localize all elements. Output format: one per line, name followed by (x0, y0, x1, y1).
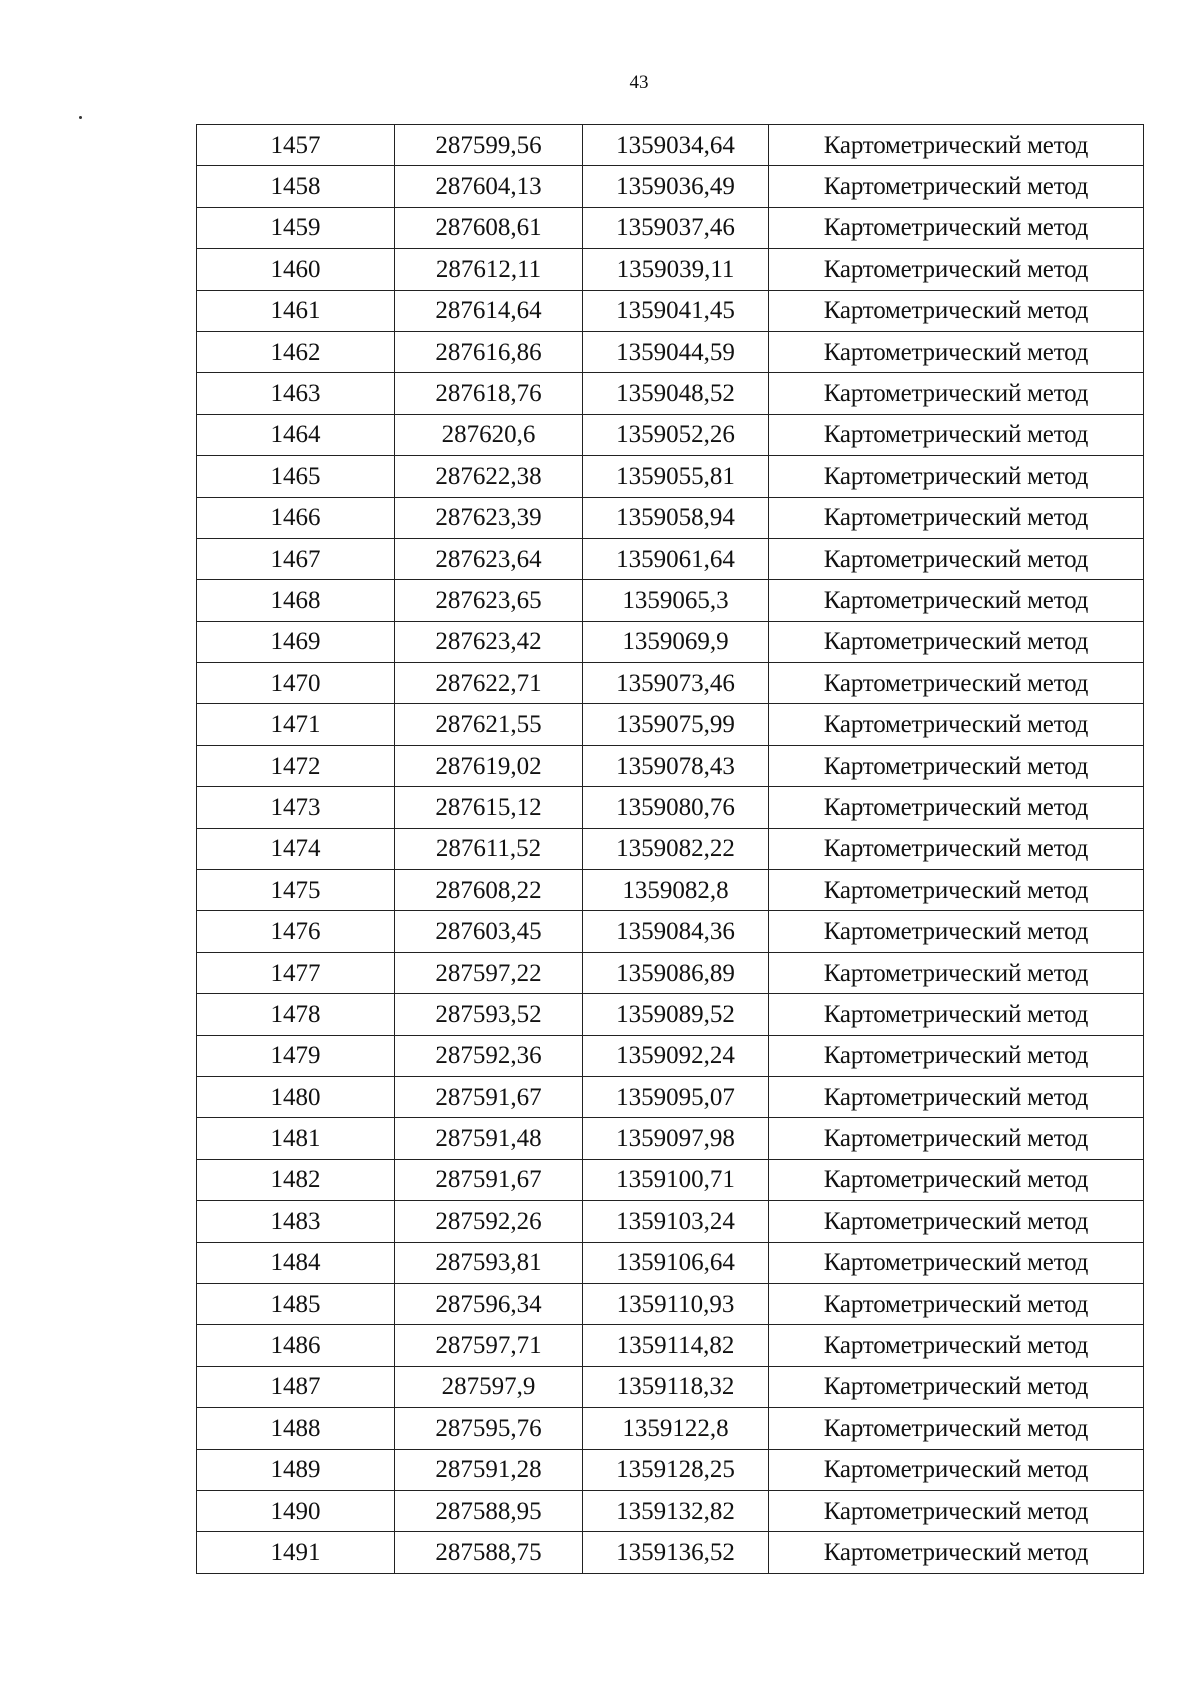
point-number-cell: 1470 (197, 663, 395, 704)
point-number-cell: 1474 (197, 828, 395, 869)
method-cell: Картометрический метод (769, 497, 1144, 538)
y-coordinate-cell: 1359103,24 (583, 1201, 769, 1242)
x-coordinate-cell: 287604,13 (395, 166, 583, 207)
point-number-cell: 1466 (197, 497, 395, 538)
y-coordinate-cell: 1359128,25 (583, 1449, 769, 1490)
x-coordinate-cell: 287619,02 (395, 745, 583, 786)
method-cell: Картометрический метод (769, 373, 1144, 414)
x-coordinate-cell: 287622,71 (395, 663, 583, 704)
x-coordinate-cell: 287591,67 (395, 1159, 583, 1200)
y-coordinate-cell: 1359082,22 (583, 828, 769, 869)
table-row (197, 538, 1144, 579)
x-coordinate-cell: 287623,39 (395, 497, 583, 538)
page-number: 43 (629, 72, 649, 93)
method-cell: Картометрический метод (769, 1449, 1144, 1490)
point-number-cell: 1487 (197, 1366, 395, 1407)
y-coordinate-cell: 1359100,71 (583, 1159, 769, 1200)
point-number-cell: 1465 (197, 456, 395, 497)
table-row (197, 414, 1144, 455)
y-coordinate-cell: 1359078,43 (583, 745, 769, 786)
x-coordinate-cell: 287621,55 (395, 704, 583, 745)
point-number-cell: 1481 (197, 1118, 395, 1159)
method-cell: Картометрический метод (769, 911, 1144, 952)
method-cell: Картометрический метод (769, 331, 1144, 372)
method-cell: Картометрический метод (769, 1532, 1144, 1573)
table-row (197, 373, 1144, 414)
coordinates-table (196, 124, 1144, 1574)
point-number-cell: 1464 (197, 414, 395, 455)
method-cell: Картометрический метод (769, 787, 1144, 828)
table-row (197, 456, 1144, 497)
point-number-cell: 1459 (197, 207, 395, 248)
point-number-cell: 1491 (197, 1532, 395, 1573)
point-number-cell: 1463 (197, 373, 395, 414)
y-coordinate-cell: 1359097,98 (583, 1118, 769, 1159)
method-cell: Картометрический метод (769, 1490, 1144, 1531)
y-coordinate-cell: 1359069,9 (583, 621, 769, 662)
table-row (197, 1366, 1144, 1407)
table-row (197, 1159, 1144, 1200)
point-number-cell: 1472 (197, 745, 395, 786)
point-number-cell: 1467 (197, 538, 395, 579)
point-number-cell: 1479 (197, 1035, 395, 1076)
method-cell: Картометрический метод (769, 538, 1144, 579)
table-row (197, 249, 1144, 290)
method-cell: Картометрический метод (769, 1366, 1144, 1407)
point-number-cell: 1476 (197, 911, 395, 952)
point-number-cell: 1483 (197, 1201, 395, 1242)
table-row (197, 621, 1144, 662)
y-coordinate-cell: 1359073,46 (583, 663, 769, 704)
x-coordinate-cell: 287622,38 (395, 456, 583, 497)
table-row (197, 1490, 1144, 1531)
y-coordinate-cell: 1359122,8 (583, 1408, 769, 1449)
method-cell: Картометрический метод (769, 1201, 1144, 1242)
method-cell: Картометрический метод (769, 456, 1144, 497)
method-cell: Картометрический метод (769, 207, 1144, 248)
method-cell: Картометрический метод (769, 663, 1144, 704)
x-coordinate-cell: 287588,95 (395, 1490, 583, 1531)
table-row (197, 290, 1144, 331)
point-number-cell: 1490 (197, 1490, 395, 1531)
x-coordinate-cell: 287597,22 (395, 952, 583, 993)
x-coordinate-cell: 287608,22 (395, 870, 583, 911)
method-cell: Картометрический метод (769, 580, 1144, 621)
method-cell: Картометрический метод (769, 994, 1144, 1035)
method-cell: Картометрический метод (769, 828, 1144, 869)
x-coordinate-cell: 287614,64 (395, 290, 583, 331)
y-coordinate-cell: 1359041,45 (583, 290, 769, 331)
x-coordinate-cell: 287595,76 (395, 1408, 583, 1449)
y-coordinate-cell: 1359082,8 (583, 870, 769, 911)
y-coordinate-cell: 1359136,52 (583, 1532, 769, 1573)
table-row (197, 704, 1144, 745)
x-coordinate-cell: 287591,28 (395, 1449, 583, 1490)
y-coordinate-cell: 1359036,49 (583, 166, 769, 207)
y-coordinate-cell: 1359092,24 (583, 1035, 769, 1076)
method-cell: Картометрический метод (769, 1325, 1144, 1366)
table-row (197, 497, 1144, 538)
y-coordinate-cell: 1359034,64 (583, 125, 769, 166)
table-row (197, 870, 1144, 911)
method-cell: Картометрический метод (769, 1242, 1144, 1283)
x-coordinate-cell: 287623,65 (395, 580, 583, 621)
x-coordinate-cell: 287596,34 (395, 1283, 583, 1324)
method-cell: Картометрический метод (769, 414, 1144, 455)
y-coordinate-cell: 1359048,52 (583, 373, 769, 414)
x-coordinate-cell: 287593,81 (395, 1242, 583, 1283)
point-number-cell: 1485 (197, 1283, 395, 1324)
x-coordinate-cell: 287591,48 (395, 1118, 583, 1159)
point-number-cell: 1486 (197, 1325, 395, 1366)
table-row (197, 745, 1144, 786)
x-coordinate-cell: 287597,9 (395, 1366, 583, 1407)
x-coordinate-cell: 287611,52 (395, 828, 583, 869)
point-number-cell: 1473 (197, 787, 395, 828)
y-coordinate-cell: 1359095,07 (583, 1076, 769, 1117)
x-coordinate-cell: 287603,45 (395, 911, 583, 952)
y-coordinate-cell: 1359110,93 (583, 1283, 769, 1324)
method-cell: Картометрический метод (769, 1076, 1144, 1117)
y-coordinate-cell: 1359106,64 (583, 1242, 769, 1283)
method-cell: Картометрический метод (769, 290, 1144, 331)
table-row (197, 1532, 1144, 1573)
y-coordinate-cell: 1359118,32 (583, 1366, 769, 1407)
point-number-cell: 1458 (197, 166, 395, 207)
y-coordinate-cell: 1359044,59 (583, 331, 769, 372)
x-coordinate-cell: 287592,36 (395, 1035, 583, 1076)
x-coordinate-cell: 287592,26 (395, 1201, 583, 1242)
method-cell: Картометрический метод (769, 621, 1144, 662)
table-row (197, 207, 1144, 248)
x-coordinate-cell: 287620,6 (395, 414, 583, 455)
coordinates-table-body (197, 125, 1144, 1574)
table-row (197, 952, 1144, 993)
point-number-cell: 1461 (197, 290, 395, 331)
table-row (197, 663, 1144, 704)
y-coordinate-cell: 1359052,26 (583, 414, 769, 455)
point-number-cell: 1457 (197, 125, 395, 166)
y-coordinate-cell: 1359058,94 (583, 497, 769, 538)
point-number-cell: 1471 (197, 704, 395, 745)
method-cell: Картометрический метод (769, 1035, 1144, 1076)
x-coordinate-cell: 287623,64 (395, 538, 583, 579)
point-number-cell: 1469 (197, 621, 395, 662)
y-coordinate-cell: 1359055,81 (583, 456, 769, 497)
x-coordinate-cell: 287616,86 (395, 331, 583, 372)
y-coordinate-cell: 1359037,46 (583, 207, 769, 248)
method-cell: Картометрический метод (769, 745, 1144, 786)
point-number-cell: 1475 (197, 870, 395, 911)
table-row (197, 1408, 1144, 1449)
y-coordinate-cell: 1359132,82 (583, 1490, 769, 1531)
x-coordinate-cell: 287593,52 (395, 994, 583, 1035)
y-coordinate-cell: 1359084,36 (583, 911, 769, 952)
x-coordinate-cell: 287597,71 (395, 1325, 583, 1366)
x-coordinate-cell: 287591,67 (395, 1076, 583, 1117)
x-coordinate-cell: 287623,42 (395, 621, 583, 662)
table-row (197, 580, 1144, 621)
table-row (197, 125, 1144, 166)
point-number-cell: 1489 (197, 1449, 395, 1490)
point-number-cell: 1460 (197, 249, 395, 290)
table-row (197, 1118, 1144, 1159)
x-coordinate-cell: 287588,75 (395, 1532, 583, 1573)
table-row (197, 787, 1144, 828)
method-cell: Картометрический метод (769, 1283, 1144, 1324)
y-coordinate-cell: 1359075,99 (583, 704, 769, 745)
x-coordinate-cell: 287599,56 (395, 125, 583, 166)
table-row (197, 828, 1144, 869)
table-row (197, 1076, 1144, 1117)
table-row (197, 1201, 1144, 1242)
y-coordinate-cell: 1359089,52 (583, 994, 769, 1035)
point-number-cell: 1478 (197, 994, 395, 1035)
point-number-cell: 1480 (197, 1076, 395, 1117)
table-row (197, 1283, 1144, 1324)
y-coordinate-cell: 1359086,89 (583, 952, 769, 993)
x-coordinate-cell: 287608,61 (395, 207, 583, 248)
x-coordinate-cell: 287615,12 (395, 787, 583, 828)
method-cell: Картометрический метод (769, 870, 1144, 911)
method-cell: Картометрический метод (769, 125, 1144, 166)
x-coordinate-cell: 287612,11 (395, 249, 583, 290)
point-number-cell: 1488 (197, 1408, 395, 1449)
table-row (197, 1242, 1144, 1283)
method-cell: Картометрический метод (769, 249, 1144, 290)
point-number-cell: 1484 (197, 1242, 395, 1283)
scan-speck (79, 116, 82, 119)
method-cell: Картометрический метод (769, 1408, 1144, 1449)
table-row (197, 911, 1144, 952)
y-coordinate-cell: 1359039,11 (583, 249, 769, 290)
method-cell: Картометрический метод (769, 1159, 1144, 1200)
table-row (197, 994, 1144, 1035)
method-cell: Картометрический метод (769, 1118, 1144, 1159)
table-row (197, 1449, 1144, 1490)
method-cell: Картометрический метод (769, 952, 1144, 993)
y-coordinate-cell: 1359065,3 (583, 580, 769, 621)
table-row (197, 1035, 1144, 1076)
point-number-cell: 1482 (197, 1159, 395, 1200)
table-row (197, 166, 1144, 207)
method-cell: Картометрический метод (769, 704, 1144, 745)
table-row (197, 331, 1144, 372)
point-number-cell: 1468 (197, 580, 395, 621)
x-coordinate-cell: 287618,76 (395, 373, 583, 414)
method-cell: Картометрический метод (769, 166, 1144, 207)
table-row (197, 1325, 1144, 1366)
point-number-cell: 1477 (197, 952, 395, 993)
y-coordinate-cell: 1359114,82 (583, 1325, 769, 1366)
y-coordinate-cell: 1359061,64 (583, 538, 769, 579)
y-coordinate-cell: 1359080,76 (583, 787, 769, 828)
point-number-cell: 1462 (197, 331, 395, 372)
